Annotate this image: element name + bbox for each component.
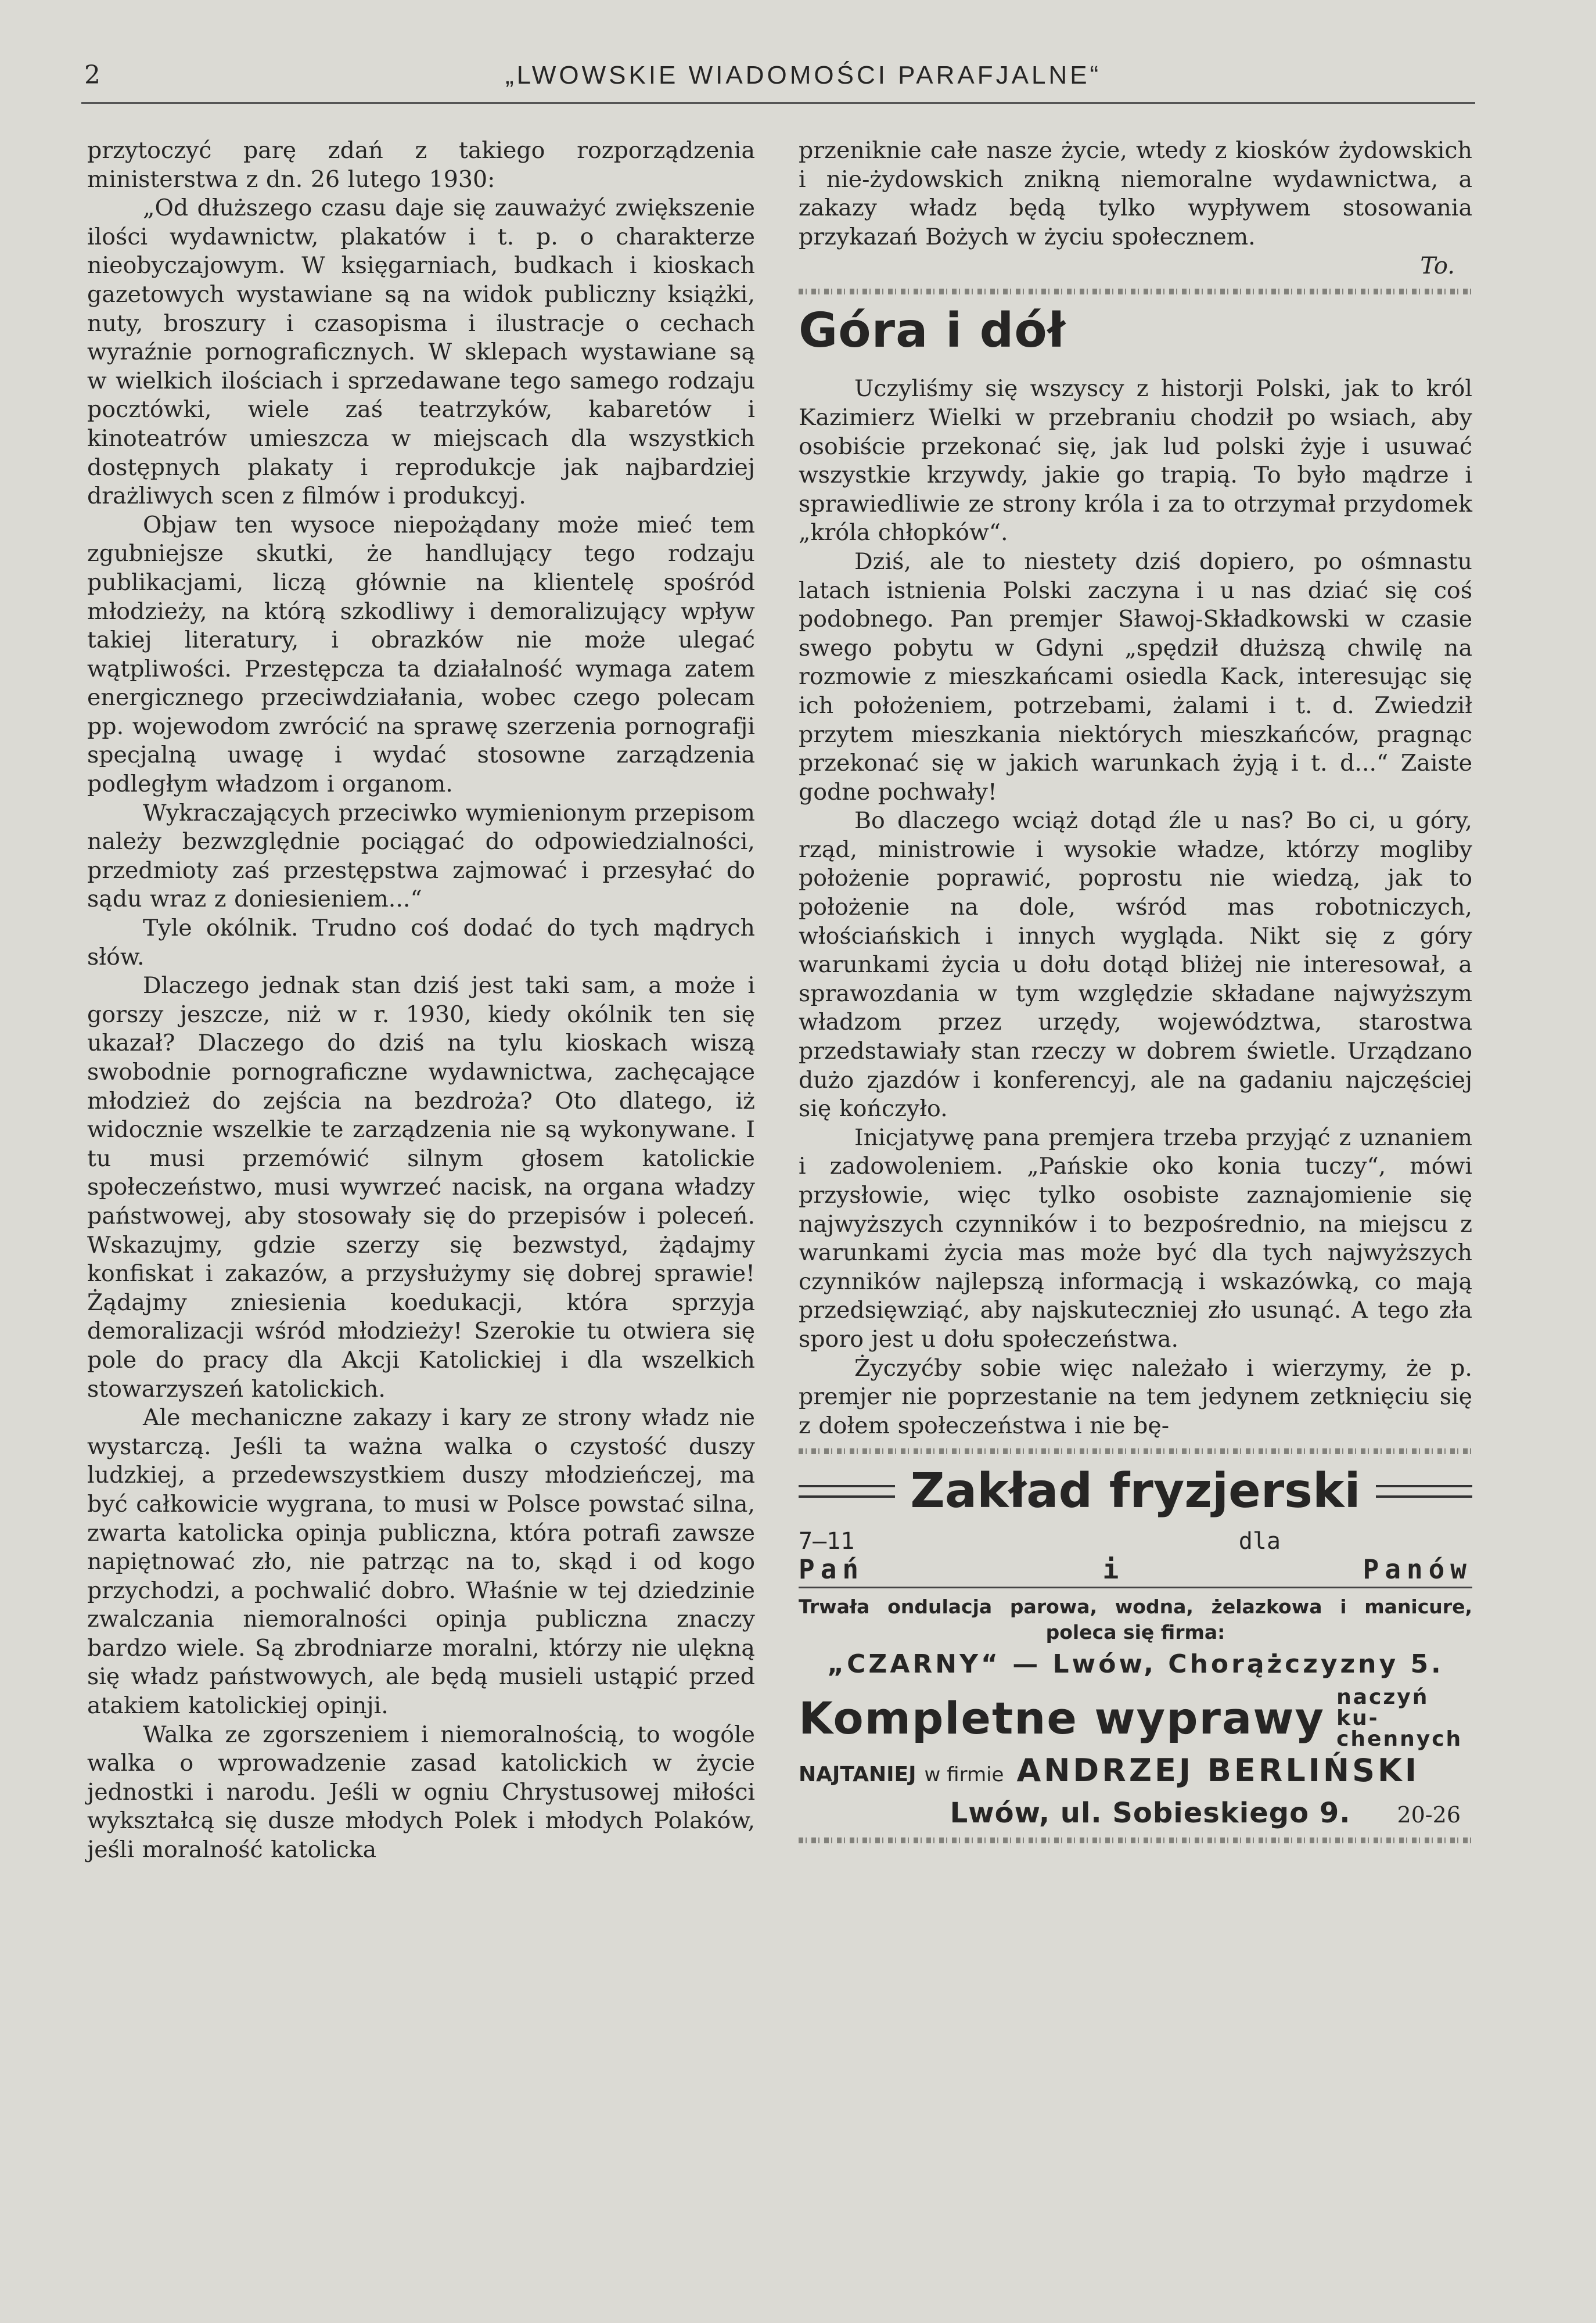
ad-stack xyxy=(1336,1687,1472,1750)
ad-panow: Panów xyxy=(1363,1554,1472,1585)
right-column xyxy=(799,136,1472,1854)
ornamental-divider xyxy=(799,289,1472,294)
double-rule xyxy=(799,1485,895,1498)
paragraph: Ale mechaniczne zakazy i kary ze strony władz nie wystarczą. Jeśli ta ważna walka o czystość duszy ludzkiej, a przedewszystkiem duszy młodzieńczej, ma być całkowicie wygrana, to musi w Polsce powstać silna, zwarta katolicka opinja publiczna, która potrafi zawsze napiętnować zło, nie patrząc na to, skąd i od kogo przychodzi, a pochwalić dobro. Właśnie w tej dziedzinie zwalczania niemoralności opinja publiczna znaczy bardzo wiele. Są zbrodniarze moralni, którzy nie ulękną się władz państwowych, ale będą musieli ustąpić przed atakiem katolickiej opinji. xyxy=(87,1404,755,1720)
ad-stack-line: chennych xyxy=(1336,1727,1463,1752)
ad-hours-row xyxy=(799,1529,1472,1554)
ad-merchant-row xyxy=(799,1752,1472,1789)
ad-stack-line: naczyń ku- xyxy=(1336,1685,1429,1731)
paragraph: Uczyliśmy się wszyscy z historji Polski, jak to król Kazimierz Wielki w przebraniu chodził po wsiach, aby osobiście przekonać się, jak lud polski żyje i usuwać wszystkie krzywdy, jakie go trapią. To było mądrze i sprawiedliwie ze strony króla i za to otrzymał przydomek „króla chłopków“. xyxy=(799,375,1472,546)
ornamental-divider xyxy=(799,1837,1472,1843)
paragraph: przytoczyć parę zdań z takiego rozporządzenia ministerstwa z dn. 26 lutego 1930: xyxy=(87,137,755,193)
ad-address: Lwów, ul. Sobieskiego 9. xyxy=(950,1797,1351,1830)
paragraph: Walka ze zgorszeniem i niemoralnością, to wogóle walka o wprowadzenie zasad katolickich w życie jednostki i narodu. Jeśli w ogniu Chrystusowej miłości wykształcą się dusze młodych Polek i młodych Polaków, jeśli moralność katolicka xyxy=(87,1721,755,1864)
page-number: 2 xyxy=(84,60,100,90)
ad-big-text: Kompletne wyprawy xyxy=(799,1692,1325,1745)
ad-w-firmie: w firmie xyxy=(924,1763,1004,1787)
ad-cheapest: NAJTANIEJ xyxy=(799,1763,916,1787)
advertisement xyxy=(799,1465,1472,1829)
ad-firm-line: „CZARNY“ — Lwów, Chorążczyzny 5. xyxy=(827,1649,1444,1680)
ad-services: Trwała ondulacja parowa, wodna, żelazkowa i manicure, poleca się firma: xyxy=(799,1595,1472,1644)
running-title: „LWOWSKIE WIADOMOŚCI PARAFJALNE“ xyxy=(505,61,1102,89)
paragraph: Bo dlaczego wciąż dotąd źle u nas? Bo ci, u góry, rząd, ministrowie i wysokie władze, którzy mogliby położenie poprawić, poprostu nie wiedzą, jak to położenie na dole, wśród mas robotniczych, włościańskich i innych wygląda. Nikt się z góry warunkami życia u dołu dotąd bliżej nie interesował, a sprawozdania w tym względzie składane najwyższym władzom przez urzędy, województwa, starostwa przedstawiały stan rzeczy w dobrem świetle. Urządzano dużo zjazdów i konferencyj, ale na gadaniu najczęściej się kończyło. xyxy=(799,807,1472,1123)
ad-wyprawy-row xyxy=(799,1687,1472,1750)
paragraph: Dlaczego jednak stan dziś jest taki sam, a może i gorszy jeszcze, niż w r. 1930, kiedy okólnik ten się ukazał? Dlaczego do dziś na tylu kioskach wiszą swobodnie pornograficzne wydawnictwa, zachęcające młodzież do zejścia na bezdroża? Oto dlatego, iż widocznie wszelkie te zarządzenia nie są wykonywane. I tu musi przemówić silnym głosem katolickie społeczeństwo, musi wywrzeć nacisk, na organa władzy państwowej, aby stosowały się do przepisów i poleceń. Wskazujmy, gdzie szerzy się bezwstyd, żądajmy konfiskat i zakazów, a przysłużymy się dobrej sprawie! Żądajmy zniesienia koedukacji, która sprzyja demoralizacji wśród młodzieży! Szerokie tu otwiera się pole do pracy dla Akcji Katolickiej i dla wszelkich stowarzyszeń katolickich. xyxy=(87,972,755,1403)
ad-hours: 7—11 xyxy=(799,1528,855,1555)
paragraph: Wykraczających przeciwko wymienionym przepisom należy bezwzględnie pociągać do odpowiedzialności, przedmioty zaś przestępstwa zajmować i przesyłać do sądu wraz z doniesieniem...“ xyxy=(87,799,755,913)
ad-clients-row xyxy=(799,1554,1472,1588)
ad-merchant-name: ANDRZEJ BERLIŃSKI xyxy=(1016,1752,1419,1789)
double-rule xyxy=(1376,1485,1472,1498)
paragraph: Życzyćby sobie więc należało i wierzymy, że p. premjer nie poprzestanie na tem jedynem zetknięciu się z dołem społeczeństwa i nie bę- xyxy=(799,1354,1472,1439)
ad-pan: Pań xyxy=(799,1554,865,1585)
continued-paragraph: przeniknie całe nasze życie, wtedy z kiosków żydowskich i nie-żydowskich znikną niemoralne wydawnictwa, a zakazy władz będą tylko wypływem stosowania przykazań Bożych w życiu społecznem. xyxy=(799,137,1472,250)
article-title: Góra i dół xyxy=(799,303,1066,359)
ad-title xyxy=(799,1465,1472,1518)
ornamental-divider xyxy=(799,1448,1472,1454)
ad-title-text: Zakład fryzjerski xyxy=(910,1463,1361,1519)
ad-i: i xyxy=(1102,1554,1125,1585)
paragraph: Objaw ten wysoce niepożądany może mieć tem zgubniejsze skutki, że handlujący tego rodzaju publikacjami, liczą głównie na klientelę spośród młodzieży, na którą szkodliwy i demoralizujący wpływ takiej literatury, i obrazków nie może ulegać wątpliwości. Przestępcza ta działalność wymaga zatem energicznego przeciwdziałania, wobec czego polecam pp. wojewodom zwrócić na sprawę szerzenia pornografji specjalną uwagę i wydać stosowne zarządzenia podległym władzom i organom. xyxy=(87,511,755,798)
header-rule xyxy=(81,102,1475,104)
paragraph: Dziś, ale to niestety dziś dopiero, po ośmnastu latach istnienia Polski zaczyna i u nas dziać się coś podobnego. Pan premjer Sławoj-Składkowski w czasie swego pobytu w Gdyni „spędził dłuższą chwilę na rozmowie z mieszkańcami osiedla Kack, interesując się ich położeniem, potrzebami, żalami i t. d. Zwiedził przytem mieszkania niektórych mieszkańców, pragnąc przekonać się w jakich warunkach żyją i t. d...“ Zaiste godne pochwały! xyxy=(799,548,1472,806)
ad-code: 20-26 xyxy=(1397,1802,1461,1828)
left-column xyxy=(87,136,755,1865)
ad-dla: dla xyxy=(1238,1528,1281,1555)
paragraph: Inicjatywę pana premjera trzeba przyjąć z uznaniem i zadowoleniem. „Pańskie oko konia tuczy“, mówi przysłowie, więc tylko osobiste zaznajomienie się najwyższych czynników i to bezpośrednio, na miejscu z warunkami życia mas może być dla tych najwyższych czynników najlepszą informacją i wskazówką, co mają przedsięwziąć, aby najskuteczniej zło usunąć. A tego zła sporo jest u dołu społeczeństwa. xyxy=(799,1124,1472,1353)
ad-address-row xyxy=(799,1797,1472,1829)
article-signature: To. xyxy=(1420,253,1455,280)
paragraph: „Od dłuższego czasu daje się zauważyć zwiększenie ilości wydawnictw, plakatów i t. p. o charakterze nieobyczajowym. W księgarniach, budkach i kioskach gazetowych wystawiane są na widok publiczny książki, nuty, broszury i czasopisma i ilustracje o cechach wyraźnie pornograficznych. W sklepach wystawiane są w wielkich ilościach i sprzedawane tego samego rodzaju pocztówki, wiele zaś teatrzyków, kabaretów i kinoteatrów umieszcza w miejscach dla wszystkich dostępnych plakaty i reprodukcje jak najbardziej drażliwych scen z filmów i produkcyj. xyxy=(87,195,755,510)
paragraph: Tyle okólnik. Trudno coś dodać do tych mądrych słów. xyxy=(87,915,755,970)
